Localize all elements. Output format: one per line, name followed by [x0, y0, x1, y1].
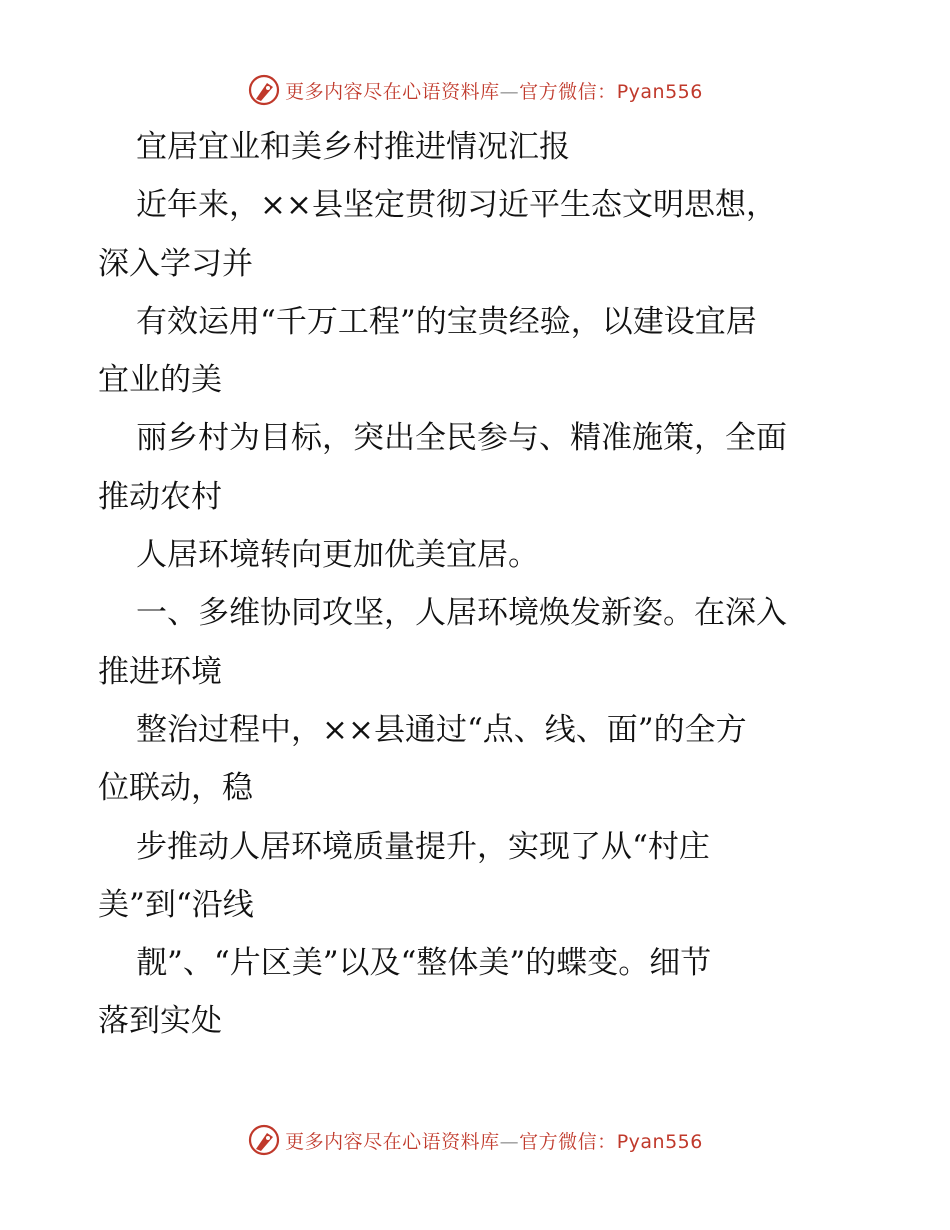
footer-banner: [0, 1120, 950, 1160]
banner-text: [285, 1127, 703, 1154]
paragraph-continuation-line: 推进环境: [98, 653, 222, 690]
paragraph-continuation-line: 宜业的美: [98, 362, 222, 399]
pen-nib-logo-icon: [247, 1123, 281, 1157]
paragraph-line: 丽乡村为目标，突出全民参与、精准施策，全面: [136, 420, 787, 457]
banner-dash: —: [499, 80, 520, 103]
paragraph-line: 有效运用“千万工程”的宝贵经验，以建设宜居: [136, 303, 757, 340]
banner-contact-label: 官方微信：: [519, 80, 617, 103]
paragraph-line: 一、多维协同攻坚，人居环境焕发新姿。在深入: [136, 595, 787, 632]
paragraph-line: 近年来，××县坚定贯彻习近平生态文明思想，: [136, 187, 777, 224]
paragraph-line: 宜居宜业和美乡村推进情况汇报: [136, 129, 570, 165]
banner-text: [285, 77, 703, 104]
banner-contact-id: Pyan556: [616, 1130, 703, 1153]
paragraph-continuation-line: 深入学习并: [98, 245, 253, 282]
banner-contact-id: Pyan556: [616, 80, 703, 103]
paragraph-line: 靓”、“片区美”以及“整体美”的蝶变。细节: [136, 945, 712, 982]
paragraph-line: 整治过程中，××县通过“点、线、面”的全方: [136, 711, 747, 748]
banner-main-text: 更多内容尽在心语资料库: [285, 1130, 500, 1153]
paragraph-line: 人居环境转向更加优美宜居。: [136, 537, 539, 574]
paragraph-continuation-line: 落到实处: [98, 1003, 222, 1040]
header-banner: [0, 70, 950, 110]
paragraph-continuation-line: 推动农村: [98, 478, 222, 515]
paragraph-continuation-line: 美”到“沿线: [98, 886, 254, 923]
banner-dash: —: [499, 1130, 520, 1153]
banner-main-text: 更多内容尽在心语资料库: [285, 80, 500, 103]
document-body: [98, 118, 858, 1051]
paragraph-line: 步推动人居环境质量提升，实现了从“村庄: [136, 828, 710, 865]
banner-contact-label: 官方微信：: [519, 1130, 617, 1153]
pen-nib-logo-icon: [247, 73, 281, 107]
paragraph-continuation-line: 位联动，稳: [98, 770, 253, 807]
